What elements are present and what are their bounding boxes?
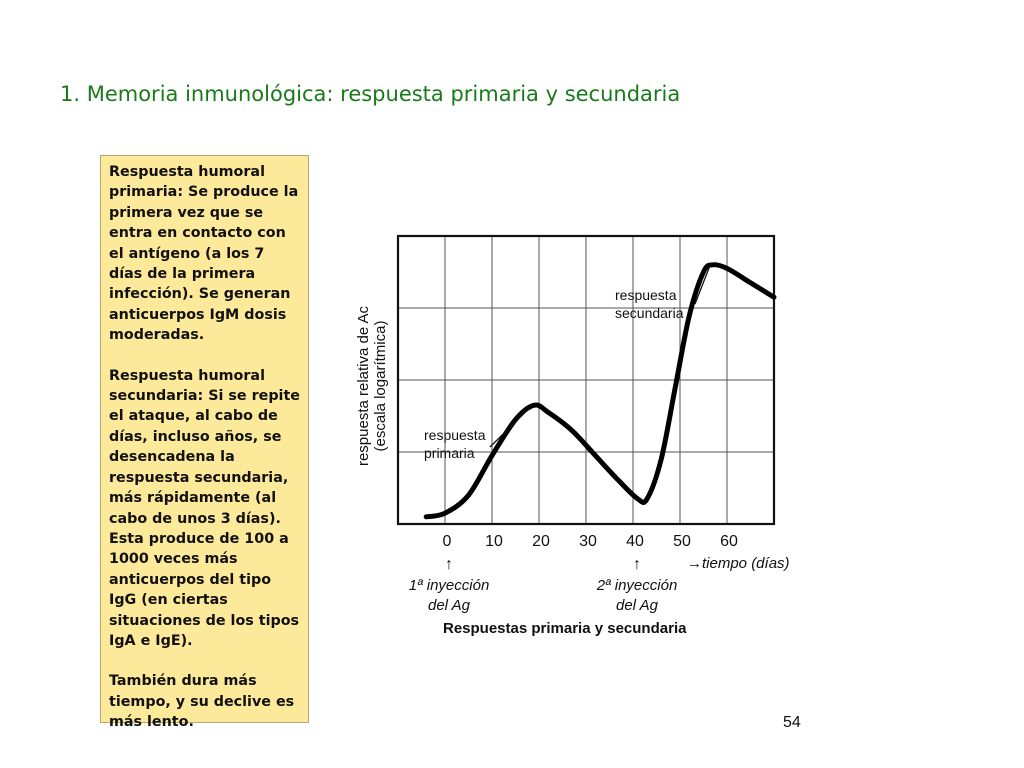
paragraph-secondary-response: Respuesta humoral secundaria: Si se repite el ataque, al cabo de días, incluso años, se desencadena la respuesta secundaria, más rápidamente (al cabo de unos 3 días). Esta produce de 100 a 1000 veces más anticuerpos del tipo IgG (en ciertas situaciones de los tipos IgA e IgE). — [109, 367, 300, 649]
injection-label: 2ª inyección — [596, 577, 678, 594]
x-tick-label: 60 — [720, 533, 738, 550]
slide-title: 1. Memoria inmunológica: respuesta primaria y secundaria — [60, 82, 681, 106]
x-tick-labels — [443, 533, 738, 550]
annotation-label: respuesta — [424, 427, 486, 443]
injection-label: del Ag — [616, 597, 658, 614]
y-axis-label: respuesta relativa de Ac — [355, 305, 372, 467]
explanation-box — [100, 155, 309, 731]
x-tick-label: 40 — [626, 533, 644, 550]
injection-arrow-icon: ↑ — [633, 556, 641, 573]
injection-markers — [409, 556, 678, 614]
paragraph-primary-response: Respuesta humoral primaria: Se produce la primera vez que se entra en contacto con el antígeno (a los 7 días de la primera infección). Se generan anticuerpos IgM dosis moderadas. — [109, 164, 299, 344]
x-tick-label: 0 — [442, 533, 452, 550]
page-number: 54 — [783, 714, 801, 731]
x-tick-label: 50 — [673, 533, 691, 550]
annotation-label: primaria — [424, 445, 475, 461]
x-tick-label: 10 — [485, 533, 503, 550]
response-curve — [426, 265, 774, 517]
annotation-label: respuesta — [615, 287, 677, 303]
annotation-leader — [490, 406, 531, 447]
injection-label: del Ag — [428, 597, 470, 614]
injection-arrow-icon: ↑ — [445, 556, 453, 573]
x-tick-label: 20 — [532, 533, 550, 550]
paragraph-duration: También dura más tiempo, y su declive es más lento. — [109, 673, 295, 731]
x-tick-label: 30 — [579, 533, 597, 550]
antibody-response-chart — [340, 218, 820, 643]
injection-label: 1ª inyección — [408, 577, 490, 594]
grid — [398, 236, 774, 524]
x-axis-label: →tiempo (días) — [687, 555, 790, 572]
annotation-label: secundaria — [615, 305, 684, 321]
y-axis-sublabel: (escala logarítmica) — [372, 320, 389, 452]
chart-title: Respuestas primaria y secundaria — [443, 620, 687, 637]
